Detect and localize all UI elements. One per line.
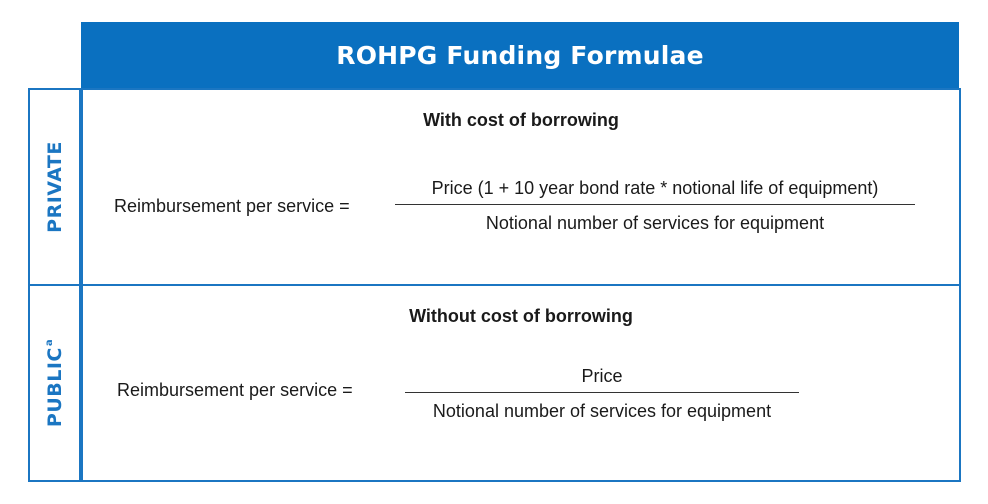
public-section-title: Without cost of borrowing [409,306,633,326]
private-formula-panel [81,88,961,286]
private-section-title: With cost of borrowing [423,110,619,130]
page-title: ROHPG Funding Formulae [336,40,704,70]
public-numerator: Price [581,366,623,386]
private-formula-lhs: Reimbursement per service = [114,196,350,216]
public-formula-panel [81,284,961,482]
public-formula-fraction [405,366,799,422]
private-numerator: Price (1 + 10 year bond rate * notional life of equipment) [431,178,879,198]
side-tab-private [28,88,81,286]
public-tab-superscript: a [43,338,55,347]
private-denominator: Notional number of services for equipment [485,213,825,233]
header-banner [81,22,959,88]
public-tab-text: PUBLIC [43,347,66,428]
public-denominator: Notional number of services for equipment [432,401,772,421]
public-tab-label [44,339,66,427]
private-tab-label: PRIVATE [43,141,66,233]
side-tab-public [28,284,81,482]
public-formula-lhs: Reimbursement per service = [117,380,353,400]
private-formula-fraction [395,178,915,234]
